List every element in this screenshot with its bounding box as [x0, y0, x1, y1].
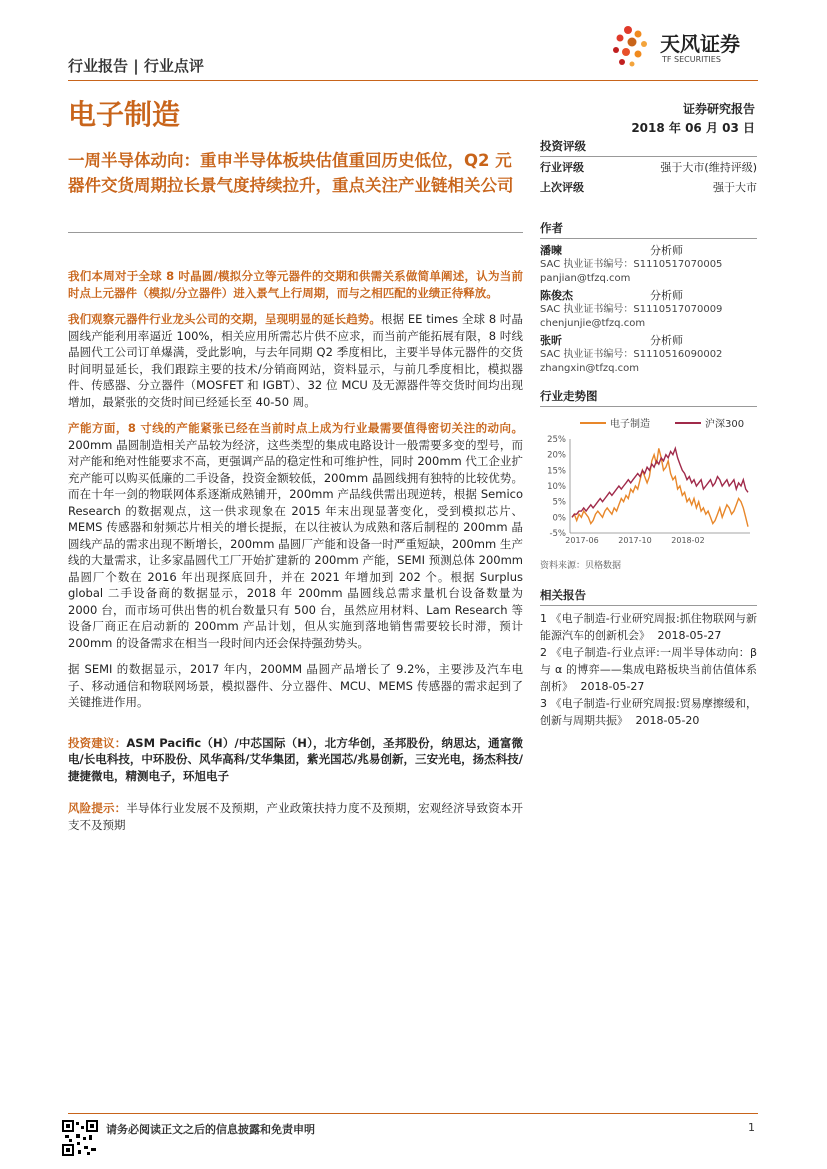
related-report-title[interactable]: 2 《电子制造-行业点评:一周半导体动向：β 与 α 的博弈——集成电路板块当前估值体系剖析》 [540, 646, 757, 693]
related-report-title[interactable]: 1 《电子制造-行业研究周报:抓住物联网与新能源汽车的创新机会》 [540, 612, 757, 642]
related-report-date: 2018-05-27 [657, 629, 722, 642]
divider [540, 406, 757, 407]
summary-paragraph: 我们本周对于全球 8 吋晶圆/模拟分立等元器件的交期和供需关系做简单阐述，认为当前时点上元器件（模拟/分立器件）进入景气上行周期，而与之相匹配的业绩正待释放。 [68, 269, 523, 300]
analyst-role: 分析师 [650, 334, 683, 347]
analyst-role: 分析师 [650, 244, 683, 257]
x-tick-label: 2017-06 [565, 536, 599, 545]
paragraph-body: 半导体行业发展不及预期，产业政策扶持力度不及预期，宏观经济导致资本开支不及预期 [68, 801, 523, 832]
industry-title: 电子制造 [68, 98, 181, 131]
rating-label: 行业评级 [540, 161, 584, 174]
analyst-card [540, 333, 757, 376]
y-tick-label: 5% [552, 497, 566, 508]
analyst-name: 陈俊杰 [540, 289, 573, 302]
analyst-name: 潘暕 [540, 244, 562, 257]
y-tick-label: 0% [552, 513, 566, 524]
analyst-email[interactable]: zhangxin@tfzq.com [540, 363, 640, 374]
x-tick-label: 2017-10 [618, 536, 652, 545]
related-report-title[interactable]: 3 《电子制造-行业研究周报:贸易摩擦缓和，创新与周期共振》 [540, 697, 757, 727]
analyst-cert: SAC 执业证书编号：S1110517070005 [540, 259, 723, 270]
paragraph-lead: 风险提示： [68, 801, 127, 815]
prev-rating-value: 强于大市 [713, 181, 757, 194]
series-line-hs300 [572, 448, 748, 517]
analyst-cert: SAC 执业证书编号：S1110517070009 [540, 304, 723, 315]
x-tick-label: 2018-02 [671, 536, 705, 545]
related-report[interactable] [540, 610, 757, 644]
analyst-email[interactable]: chenjunjie@tfzq.com [540, 318, 646, 329]
footer-divider [68, 1113, 758, 1114]
divider [540, 605, 757, 606]
capacity-paragraph [68, 420, 523, 651]
related-report[interactable] [540, 644, 757, 695]
paragraph-body: ASM Pacific（H）/中芯国际（H），北方华创，圣邦股份，纳思达，通富微电/长电科技，中环股份、风华高科/艾华集团，紫光国芯/兆易创新，三安光电，扬杰科技/捷捷微电，精测电子，环旭电子 [68, 735, 523, 783]
y-tick-label: 20% [547, 450, 566, 461]
trend-title: 行业走势图 [540, 389, 598, 403]
paragraph-lead: 产能方面，8 寸线的产能紧张已经在当前时点上成为行业最需要值得密切关注的动向。 [68, 421, 523, 435]
investment-advice [68, 735, 523, 785]
logo-text-cn: 天风证券 [660, 32, 740, 56]
analyst-card [540, 288, 757, 331]
related-report-date: 2018-05-20 [635, 714, 700, 727]
paragraph-body: 根据 EE times 全球 8 吋晶圆线产能利用率逼近 100%，相关应用所需芯片供不应求，而当前产能拓展有限，8 吋线晶圆代工公司订单爆满，受此影响，与去年同期 Q2 季度相比，主要半导体元器件的交货时间明显延长，我们跟踪主要的技术/分销商网站，资料显示，与前几季度相比，模拟器件、传感器、分立器件（MOSFET 和 IGBT）、32 位 MCU 及无源器件等交货时间均出现增加，最紧张的交货时间已经延长至 40-50 周。 [68, 312, 523, 409]
company-logo [608, 22, 758, 72]
paragraph-lead: 我们观察元器件行业龙头公司的交期，呈现明显的延长趋势。 [68, 312, 381, 326]
divider [540, 238, 757, 239]
headline-divider [68, 232, 523, 233]
trend-chart [540, 411, 757, 553]
report-date: 2018 年 06 月 03 日 [631, 121, 755, 135]
y-tick-label: 10% [547, 482, 566, 492]
related-report[interactable] [540, 695, 757, 729]
industry-rating [540, 158, 757, 178]
y-tick-label: 15% [547, 466, 566, 477]
headline: 一周半导体动向：重申半导体板块估值重回历史低位，Q2 元器件交货周期拉长景气度持续拉升，重点关注产业链相关公司 [68, 151, 514, 195]
report-type: 行业报告 | 行业点评 [68, 57, 204, 75]
analyst-card [540, 243, 757, 286]
page-number: 1 [748, 1121, 755, 1134]
document-class: 证券研究报告 [682, 102, 755, 116]
analyst-cert: SAC 执业证书编号：S1110516090002 [540, 349, 723, 360]
risk-warning [68, 800, 523, 833]
header-divider [68, 80, 758, 81]
rating-value: 强于大市(维持评级) [660, 161, 757, 174]
analyst-role: 分析师 [650, 289, 683, 302]
y-tick-label: 25% [547, 435, 566, 445]
semi-data-paragraph: 据 SEMI 的数据显示，2017 年内，200MM 晶圆产品增长了 9.2%，主要涉及汽车电子、移动通信和物联网场景，模拟器件、分立器件、MCU、MEMS 传感器的需求起到了关键推进作用。 [68, 662, 523, 709]
previous-rating [540, 178, 757, 198]
sidebar [540, 138, 757, 729]
main-body [68, 268, 523, 843]
legend-label: 沪深300 [705, 419, 745, 430]
logo-mark-icon [608, 22, 658, 72]
paragraph-lead: 投资建议： [68, 735, 127, 750]
analyst-email[interactable]: panjian@tfzq.com [540, 273, 631, 284]
prev-rating-label: 上次评级 [540, 181, 584, 194]
footer-disclaimer: 请务必阅读正文之后的信息披露和免责申明 [106, 1123, 315, 1136]
y-tick-label: -5% [549, 529, 566, 539]
chart-source: 资料来源：贝格数据 [540, 561, 622, 571]
rating-title: 投资评级 [540, 139, 586, 153]
lead-time-paragraph [68, 311, 523, 410]
divider [540, 156, 757, 157]
paragraph-body: 200mm 晶圆制造相关产品较为经济，这些类型的集成电路设计一般需要多变的型号，而对产能和绝对性能要求不高，更强调产品的稳定性和可维护性，同时 200mm 代工企业扩充产能可以购买低廉的二手设备，投资金额较低，200mm 晶圆线拥有独特的比较优势。而在十年一剑的物联网体系逐渐成熟铺开，200mm 产品线供需出现逆转，根据 Semico Research 的数据观点，这一供求现象在 2015 年末出现显著变化，受到模拟芯片、MEMS 传感器和射频芯片相关的增长提振，在以往被认为成熟和落后制程的 200mm 晶圆线产品的需求出现不断增长，200mm 晶圆厂产能和设备一时严重短缺，200mm 生产线的大量需求，让多家晶圆代工厂开始扩建新的 200mm 产能，SEMI 预测总体 200mm 晶圆厂个数在 2016 年出现探底回升，并在 2021 年增加到 202 个。根据 Surplus global 二手设备商的数据显示，2018 年 200mm 晶圆线总需求量机台设备数量为 2000 台，而市场可供出售的机台数量只有 500 台，虽然应用材料、Lam Research 等设备厂商正在启动新的 200mm 产品计划，但从实施到落地销售需要较长时滞，预计 200mm 的设备需求在相当一段时间内还会保持强劲势头。 [68, 437, 523, 650]
analyst-name: 张昕 [540, 334, 562, 347]
related-report-date: 2018-05-27 [580, 680, 645, 693]
legend-label: 电子制造 [610, 419, 650, 430]
logo-text-en: TF SECURITIES [662, 55, 721, 64]
authors-title: 作者 [540, 221, 563, 235]
qr-code-icon [62, 1120, 98, 1156]
related-title: 相关报告 [540, 588, 586, 602]
